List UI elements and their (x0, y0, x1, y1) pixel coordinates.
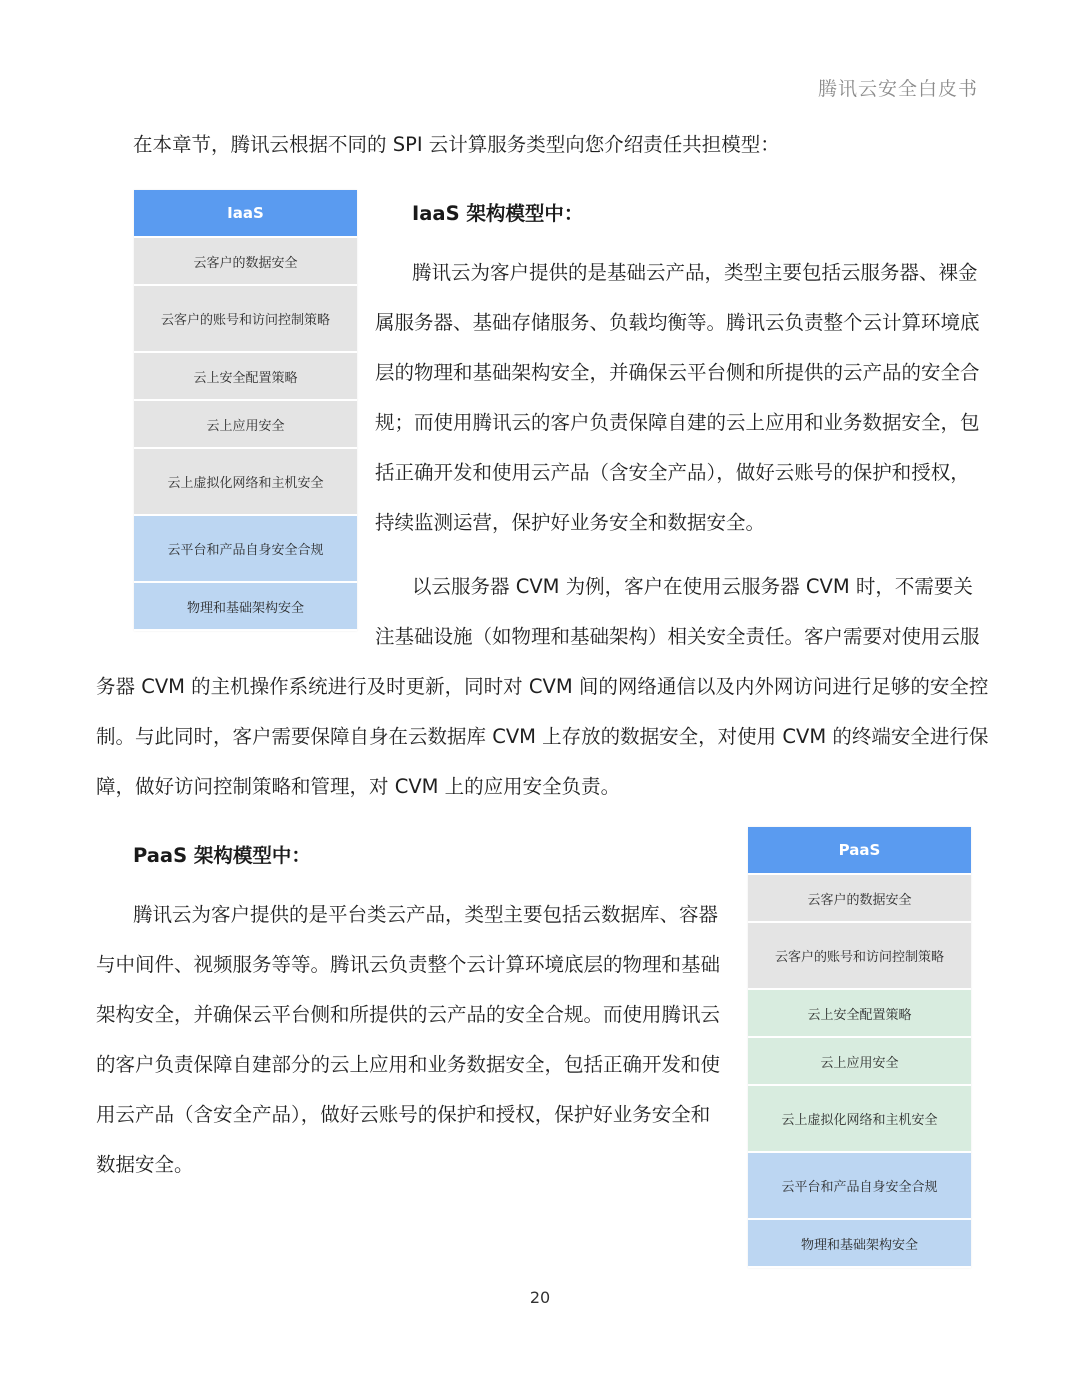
text-line: 以云服务器 CVM 为例，客户在使用云服务器 CVM 时，不需要关 (412, 575, 973, 598)
iaas-layer-account-access: 云客户的账号和访问控制策略 (134, 286, 357, 353)
text-line: 括正确开发和使用云产品（含安全产品），做好云账号的保护和授权， (375, 461, 970, 484)
text-line: 与中间件、视频服务等等。腾讯云负责整个云计算环境底层的物理和基础 (96, 953, 721, 976)
paas-layer-security-config: 云上安全配置策略 (748, 990, 971, 1038)
text-line: 障，做好访问控制策略和管理，对 CVM 上的应用安全负责。 (96, 775, 621, 798)
text-line: 注基础设施（如物理和基础架构）相关安全责任。客户需要对使用云服 (375, 625, 980, 648)
iaas-layer-app-security: 云上应用安全 (134, 401, 357, 449)
iaas-diagram-title: IaaS (134, 190, 357, 238)
text-line: 用云产品（含安全产品），做好云账号的保护和授权，保护好业务安全和 (96, 1103, 711, 1126)
paas-layer-app-security: 云上应用安全 (748, 1038, 971, 1086)
text-line: 持续监测运营，保护好业务安全和数据安全。 (375, 511, 766, 534)
iaas-layer-security-config: 云上安全配置策略 (134, 353, 357, 401)
iaas-layer-data-security: 云客户的数据安全 (134, 238, 357, 286)
iaas-layer-virtualization: 云上虚拟化网络和主机安全 (134, 449, 357, 516)
text-line: 腾讯云为客户提供的是平台类云产品，类型主要包括云数据库、容器 (133, 903, 719, 926)
paas-layer-platform-compliance: 云平台和产品自身安全合规 (748, 1153, 971, 1220)
iaas-layer-platform-compliance: 云平台和产品自身安全合规 (134, 516, 357, 583)
iaas-layer-physical-infra: 物理和基础架构安全 (134, 583, 357, 631)
intro-text: 在本章节，腾讯云根据不同的 SPI 云计算服务类型向您介绍责任共担模型： (133, 133, 780, 156)
paas-layer-data-security: 云客户的数据安全 (748, 875, 971, 923)
text-line: 腾讯云为客户提供的是基础云产品，类型主要包括云服务器、裸金 (412, 261, 978, 284)
paas-layer-virtualization: 云上虚拟化网络和主机安全 (748, 1086, 971, 1153)
text-line: 数据安全。 (96, 1153, 194, 1176)
paas-heading: PaaS 架构模型中： (133, 844, 311, 867)
iaas-heading: IaaS 架构模型中： (412, 202, 584, 225)
text-line: 的客户负责保障自建部分的云上应用和业务数据安全，包括正确开发和使 (96, 1053, 721, 1076)
text-line: 务器 CVM 的主机操作系统进行及时更新，同时对 CVM 间的网络通信以及内外网访问进行足够的安全控 (96, 675, 989, 698)
paas-diagram-title: PaaS (748, 827, 971, 875)
paas-layer-account-access: 云客户的账号和访问控制策略 (748, 923, 971, 990)
text-line: 架构安全，并确保云平台侧和所提供的云产品的安全合规。而使用腾讯云 (96, 1003, 721, 1026)
document-header-title: 腾讯云安全白皮书 (817, 78, 978, 100)
iaas-responsibility-diagram (134, 190, 357, 631)
text-line: 制。与此同时，客户需要保障自身在云数据库 CVM 上存放的数据安全，对使用 CVM 的终端安全进行保 (96, 725, 989, 748)
text-line: 规；而使用腾讯云的客户负责保障自建的云上应用和业务数据安全，包 (375, 411, 980, 434)
paas-layer-physical-infra: 物理和基础架构安全 (748, 1220, 971, 1268)
paas-responsibility-diagram (748, 827, 971, 1268)
page-number: 20 (529, 1288, 551, 1307)
text-line: 层的物理和基础架构安全，并确保云平台侧和所提供的云产品的安全合 (375, 361, 980, 384)
text-line: 属服务器、基础存储服务、负载均衡等。腾讯云负责整个云计算环境底 (375, 311, 980, 334)
